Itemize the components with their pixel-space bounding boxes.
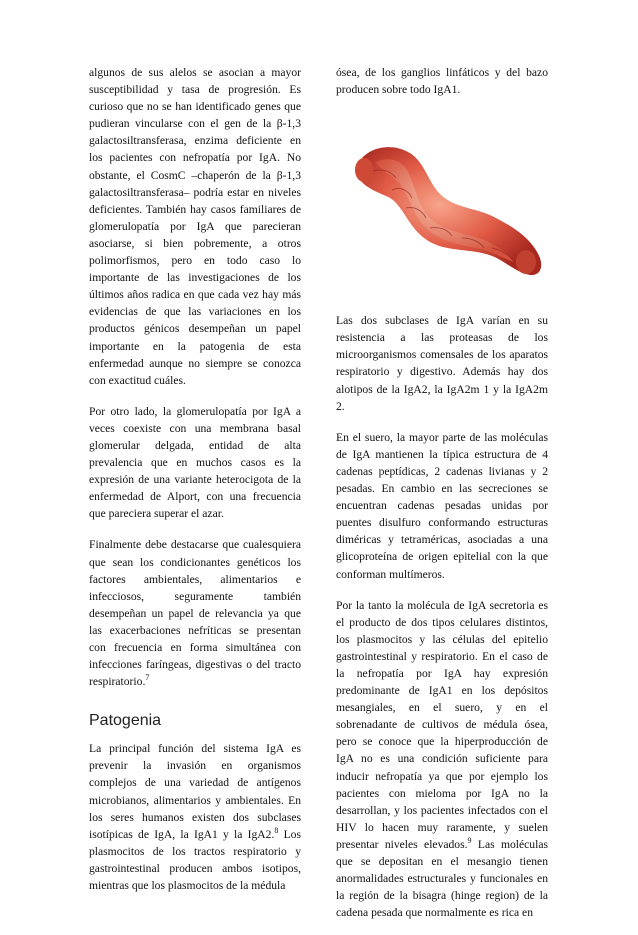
reference-9: 9 (467, 836, 472, 846)
paragraph-bone-marrow: ósea, de los ganglios linfáticos y del bazo producen sobre todo IgA1. (336, 66, 548, 97)
intestine-illustration (336, 112, 548, 300)
paragraph-alport: Por otro lado, la glomerulopatía por IgA a veces coexiste con una membrana basal glomerular delgada, entidad de alta prevalencia que en muchos casos es la expresión de una variante heterocigota de la enfermedad de Alport, con una frecuencia que pareciera superar el azar. (89, 404, 301, 521)
paragraph-secretory-iga-rest: Las moléculas que se depositan en el mesangio tienen anormalidades estructurales y funcionales en la región de la bisagra (hinge region) de la cadena pesada que normalmente es rica en (336, 837, 548, 920)
left-column (89, 64, 301, 908)
paragraph-secretory-iga (336, 597, 548, 922)
paragraph-secretory-iga-text: Por la tanto la molécula de IgA secretoria es el producto de dos tipos celulares distintos, los plasmocitos y las células del epitelio gastrointestinal y respiratorio. En el caso de la nefropatía por IgA hay expresión predominante de IgA1 en los depósitos mesangiales, en el suero, y en el sobrenadante de cultivos de médula ósea, pero se conoce que la hiperproducción de IgA no es una condición suficiente para inducir nefropatía ya que por ejemplo los pacientes con mieloma por IgA no la desarrollan, y los pacientes infectados con el HIV lo hacen muy raramente, y suelen presentar niveles elevados. (336, 598, 548, 851)
section-heading-patogenia: Patogenia (89, 712, 162, 730)
reference-7: 7 (145, 673, 150, 683)
paragraph-iga-function-text: La principal función del sistema IgA es prevenir la invasión en organismos complejos de una variedad de antígenos microbianos, alimentarios y ambientales. En los seres humanos existen dos subclases isotípicas de IgA, la IgA1 y la IgA2. (89, 742, 301, 841)
reference-8: 8 (274, 825, 279, 835)
right-column (336, 64, 548, 935)
paragraph-iga-function-rest: Los plasmocitos de los tractos respiratorio y gastrointestinal producen ambos isotipos, mientras que los plasmocitos de la médula (89, 827, 301, 893)
paragraph-environmental (89, 536, 301, 690)
paragraph-iga-function (89, 740, 301, 894)
paragraph-genetics: algunos de sus alelos se asocian a mayor susceptibilidad y tasa de progresión. Es curioso que no se han identificado genes que pudieran vincularse con el gen de la β-1,3 galactosiltransferasa, enzima deficiente en los pacientes con nefropatía por IgA. No obstante, el CosmC –chaperón de la β-1,3 galactosiltransferasa– podría estar en niveles deficientes. También hay casos familiares de glomerulopatía por IgA que parecieran asociarse, si bien pobremente, a otros polimorfismos, pero en todo caso lo importante de las investigaciones de los últimos años radica en que cada vez hay más evidencias de que las variaciones en los productos génicos desempeñan un papel importante en la patogenia de esta enfermedad aunque no siempre se conozca con exactitud cuáles. (89, 66, 301, 387)
paragraph-serum-structure: En el suero, la mayor parte de las moléculas de IgA mantienen la típica estructura de 4 cadenas peptídicas, 2 cadenas livianas y 2 pesadas. En cambio en las secreciones se encuentran cadenas pesadas unidas por puentes disulfuro conformando estructuras diméricas y tetraméricas, asociadas a una glicoproteína de origen epitelial con la que conforman multímeros. (336, 430, 548, 581)
paragraph-environmental-text: Finalmente debe destacarse que cualesquiera que sean los condicionantes genéticos los factores ambientales, alimentarios e infecciosos, seguramente también desempeñan un papel de relevancia ya que las exacerbaciones nefríticas se presentan con frecuencia en forma simultánea con infecciones faríngeas, digestivas o del tracto respiratorio. (89, 538, 301, 689)
paragraph-subclasses: Las dos subclases de IgA varían en su resistencia a las proteasas de los microorganismos comensales de los aparatos respiratorio y digestivo. Además hay dos alotipos de la IgA2, la IgA2m 1 y la IgA2m 2. (336, 314, 548, 413)
